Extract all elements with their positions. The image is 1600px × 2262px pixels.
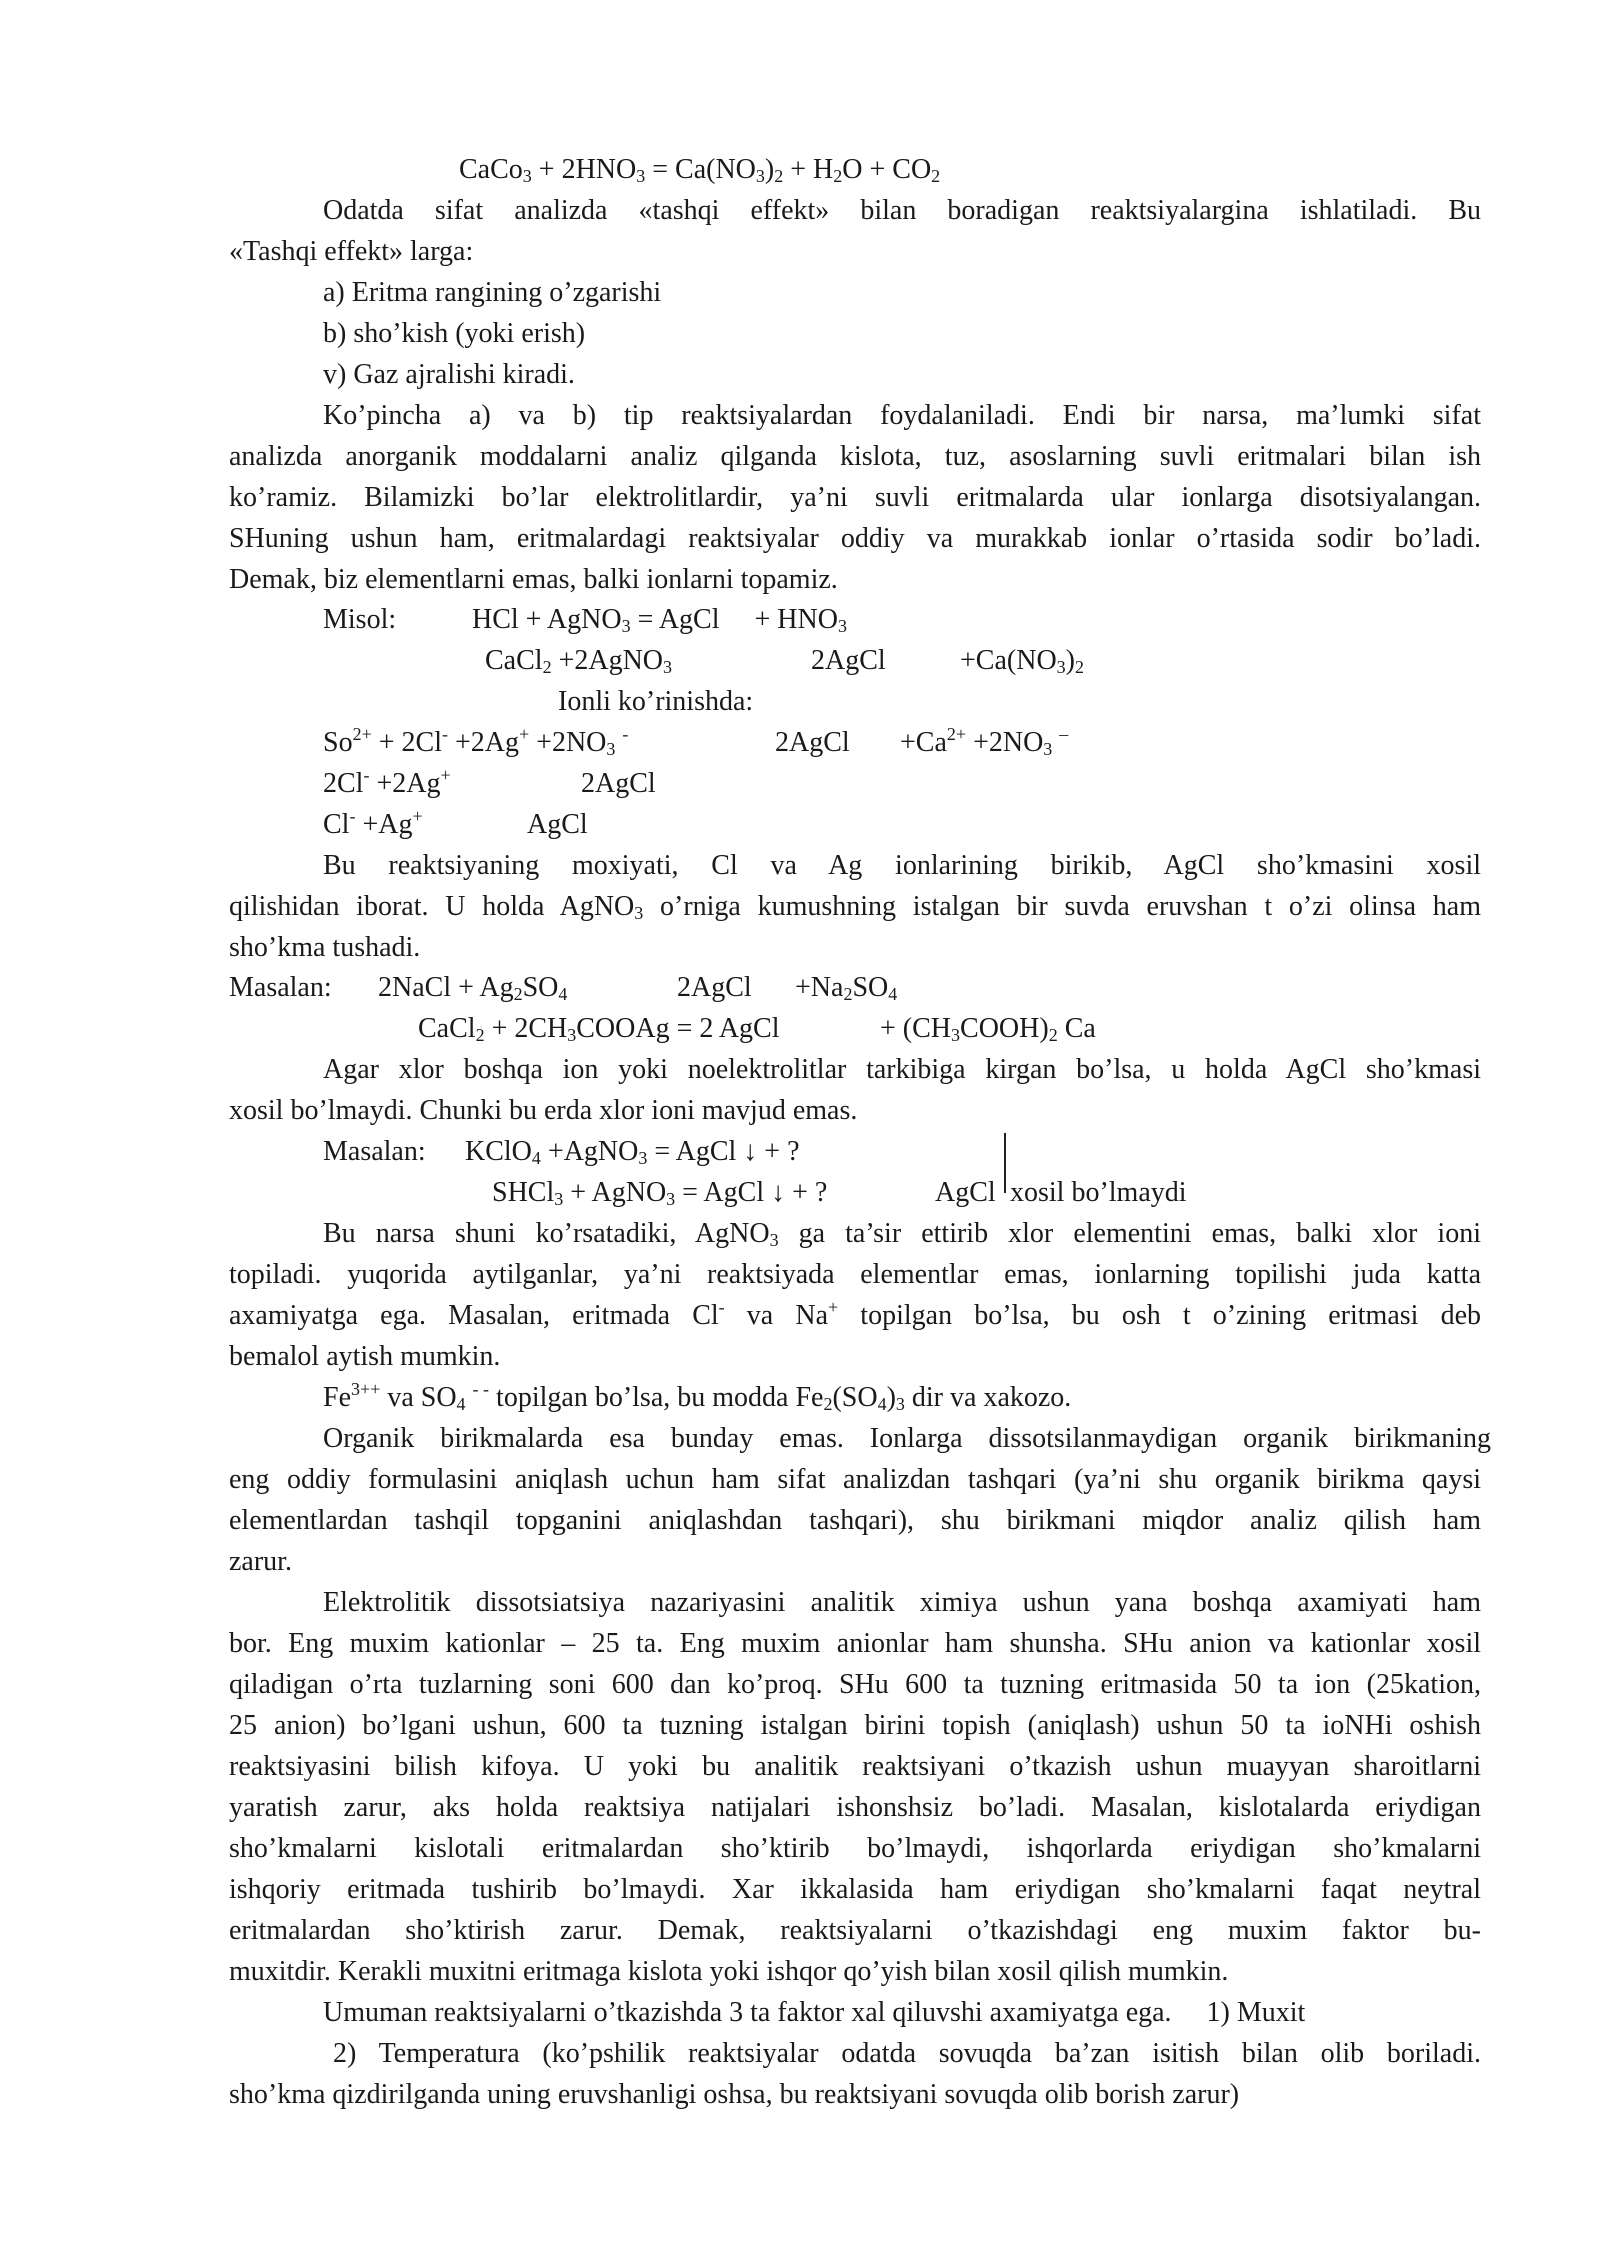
- paragraph-line: bor. Eng muxim kationlar – 25 ta. Eng muxim anionlar ham shunsha. SHu anion va kationlar xosil: [229, 1628, 1481, 1659]
- paragraph-line: Ko’pincha a) va b) tip reaktsiyalardan foydalaniladi. Endi bir narsa, ma’lumki sifat: [323, 400, 1481, 431]
- equation-chcl3-note: xosil bo’lmaydi: [1010, 1177, 1187, 1208]
- misol-label: Misol:: [323, 604, 397, 635]
- paragraph-line: SHuning ushun ham, eritmalardagi reaktsiyalar oddiy va murakkab ionlar o’rtasida sodir bo’ladi.: [229, 523, 1481, 554]
- paragraph-line: Bu narsa shuni ko’rsatadiki, AgNO$_3$ ga ta’sir ettirib xlor elementini emas, balki xlor ioni: [323, 1218, 1481, 1250]
- ionic-equation-2-product: 2AgCl: [581, 768, 656, 799]
- paragraph-line: bemalol aytish mumkin.: [229, 1341, 501, 1372]
- equation-cacl2-product: 2AgCl: [811, 645, 886, 676]
- paragraph-line: zarur.: [229, 1546, 292, 1577]
- masalan-label: Masalan:: [323, 1136, 426, 1167]
- paragraph-line: Agar xlor boshqa ion yoki noelektrolitlar tarkibiga kirgan bo’lsa, u holda AgCl sho’kmasi: [323, 1054, 1481, 1085]
- equation-nacl: 2NaCl + $Ag_2SO_4$: [378, 972, 568, 1004]
- paragraph-line: axamiyatga ega. Masalan, eritmada Cl- va Na+ topilgan bo’lsa, bu osh t o’zining eritmasi deb: [229, 1297, 1481, 1331]
- ionic-equation-1-product: 2AgCl: [775, 727, 850, 758]
- equation-nacl-product: 2AgCl: [677, 972, 752, 1003]
- paragraph-line: xosil bo’lmaydi. Chunki bu erda xlor ioni mavjud emas.: [229, 1095, 858, 1126]
- ionic-equation-1: $So^{2+} + 2Cl^- +2Ag^+ +2NO_3$ -: [323, 724, 629, 759]
- paragraph-line: Elektrolitik dissotsiatsiya nazariyasini analitik ximiya ushun yana boshqa axamiyati ham: [323, 1587, 1481, 1618]
- paragraph-line: Bu reaktsiyaning moxiyati, Cl va Ag ionlarining birikib, AgCl sho’kmasini xosil: [323, 850, 1481, 881]
- paragraph-line: sho’kmalarni kislotali eritmalardan sho’ktirib bo’lmaydi, ishqorlarda eriydigan sho’kmalarni: [229, 1833, 1481, 1864]
- ionic-equation-2: 2Cl- +2Ag+: [323, 765, 451, 799]
- equation-acetate-rest: + $(CH_3COOH)_2$ Ca: [880, 1013, 1096, 1045]
- equation-chcl3-product: AgCl: [935, 1177, 996, 1208]
- paragraph-line: 2) Temperatura (ko’pshilik reaktsiyalar odatda sovuqda ba’zan isitish bilan olib boriladi.: [333, 2038, 1481, 2069]
- paragraph-line: «Tashqi effekt» larga:: [229, 236, 474, 267]
- paragraph-line: reaktsiyasini bilish kifoya. U yoki bu analitik reaktsiyani o’tkazish ushun muayyan sharoitlarni: [229, 1751, 1481, 1782]
- equation-kclo4: KClO$_4$ +AgNO$_3$ = AgCl ↓ + ?: [465, 1136, 800, 1168]
- list-item: v) Gaz ajralishi kiradi.: [323, 359, 575, 390]
- equation-caco3: CaCo$_3$ + $2HNO_3 = Ca(NO_3)_2 + H_2O + CO_2$: [459, 154, 941, 186]
- equation-nacl-rest: $+Na_2SO_4$: [795, 972, 898, 1004]
- equation-cacl2-rest: $+Ca(NO_3)_2$: [960, 645, 1084, 677]
- list-item: a) Eritma rangining o’zgarishi: [323, 277, 662, 308]
- paragraph-line: sho’kma qizdirilganda uning eruvshanligi oshsa, bu reaktsiyani sovuqda olib borish zarur): [229, 2079, 1240, 2110]
- paragraph-line: topiladi. yuqorida aytilganlar, ya’ni reaktsiyada elementlar emas, ionlarning topilishi juda katta: [229, 1259, 1481, 1290]
- paragraph-line: eritmalardan sho’ktirish zarur. Demak, reaktsiyalarni o’tkazishdagi eng muxim faktor bu-: [229, 1915, 1481, 1946]
- equation-hcl: HCl + AgNO$_3$ = AgCl + $HNO_3$: [472, 604, 847, 636]
- paragraph-line: ko’ramiz. Bilamizki bo’lar elektrolitlardir, ya’ni suvli eritmalarda ular ionlarga disotsiyalangan.: [229, 482, 1481, 513]
- paragraph-line: ishqoriy eritmada tushirib bo’lmaydi. Xar ikkalasida ham eriydigan sho’kmalarni faqat neytral: [229, 1874, 1481, 1905]
- paragraph-line: Demak, biz elementlarni emas, balki ionlarni topamiz.: [229, 564, 838, 595]
- equation-acetate: CaCl$_2$ + $2CH_3COOAg = 2$ AgCl: [418, 1013, 780, 1045]
- paragraph-line: analizda anorganik moddalarni analiz qilganda kislota, tuz, asoslarning suvli eritmalari bilan ish: [229, 441, 1481, 472]
- paragraph-line: yaratish zarur, aks holda reaktsiya natijalari ishonshsiz bo’ladi. Masalan, kislotalarda eriydigan: [229, 1792, 1481, 1823]
- equation-cacl2-left: CaCl$_2$ +2AgNO$_3$: [485, 645, 673, 677]
- paragraph-line: sho’kma tushadi.: [229, 932, 421, 963]
- paragraph-line: qiladigan o’rta tuzlarning soni 600 dan ko’proq. SHu 600 ta tuzning eritmasida 50 ta ion (25kation,: [229, 1669, 1481, 1700]
- paragraph-line: $Fe^{3++}$ va $SO_4$ - - topilgan bo’lsa, bu modda $Fe_2(SO_4)_3$ dir va xakozo.: [323, 1379, 1072, 1414]
- paragraph-line: 25 anion) bo’lgani ushun, 600 ta tuzning istalgan birini topish (aniqlash) ushun 50 ta ioNHi oshish: [229, 1710, 1481, 1741]
- list-item: b) sho’kish (yoki erish): [323, 318, 586, 349]
- paragraph-line: Odatda sifat analizda «tashqi effekt» bilan boradigan reaktsiyalargina ishlatiladi. Bu: [323, 195, 1481, 226]
- equation-chcl3: SHCl$_3$ + AgNO$_3$ = AgCl ↓ + ?: [492, 1177, 828, 1209]
- paragraph-line: eng oddiy formulasini aniqlash uchun ham sifat analizdan tashqari (ya’ni shu organik birikma qaysi: [229, 1464, 1481, 1495]
- paragraph-line: Organik birikmalarda esa bunday emas. Ionlarga dissotsilanmaydigan organik birikmaning: [323, 1423, 1491, 1454]
- ionic-equation-1-rest: $+Ca^{2+} +2NO_3$ –: [900, 724, 1069, 759]
- paragraph-line: elementlardan tashqil topganini aniqlashdan tashqari), shu birikmani miqdor analiz qilish ham: [229, 1505, 1481, 1536]
- paragraph-line: muxitdir. Kerakli muxitni eritmaga kislota yoki ishqor qo’yish bilan xosil qilish mumkin.: [229, 1956, 1229, 1987]
- masalan-label: Masalan:: [229, 972, 332, 1003]
- ionic-equation-3-product: AgCl: [527, 809, 588, 840]
- paragraph-line: Umuman reaktsiyalarni o’tkazishda 3 ta faktor xal qiluvshi axamiyatga ega. 1) Muxit: [323, 1997, 1306, 2028]
- paragraph-line: qilishidan iborat. U holda AgNO$_3$ o’rniga kumushning istalgan bir suvda eruvshan t o’zi olinsa ham: [229, 891, 1481, 923]
- ionic-form-heading: Ionli ko’rinishda:: [558, 686, 754, 717]
- text-cursor: [1004, 1133, 1006, 1193]
- ionic-equation-3: Cl- +Ag+: [323, 806, 423, 840]
